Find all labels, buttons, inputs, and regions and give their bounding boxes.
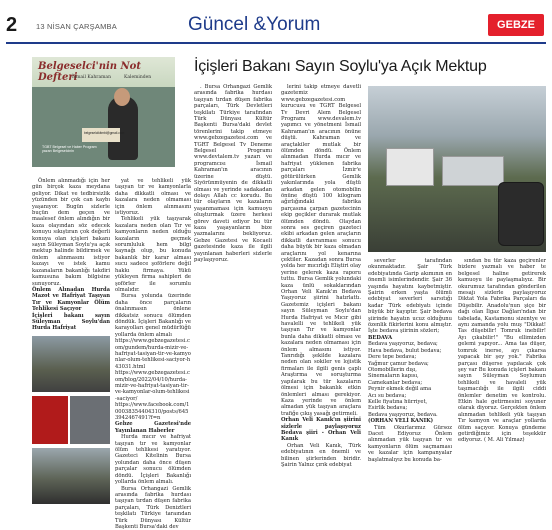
article-column-2 [115,178,191,506]
poem-line: Esirlik bedava; [368,405,452,411]
paragraph: Orhan Veli Kanık, Türk edebiyatının en önemli ve bilinen şiirlerinden biridir. Şairin Yalnız çırık edebiyat [281,443,361,469]
paragraph: Bursa yolunda üzerinde daha önce parçaların önalınmasın önlene dikkatsiz sonucu ölümden döndük. İçişleri Bakanlığı ve karayolları genel müdürlüğü yollarda önlem almalı [115,293,191,338]
paragraph: Önlem alınmadığı için her gün birçok kaza meydana geliyor. Dikat ve tedbirsizlik yüzünden bir çok can kaybı yaşanıyor. Bugün sizlerle buçün dem geçen ve maalesef önlem alındığın bir kaza olayından söz edecek konuyu sıkıştıran çok değerli konuya olan içişleri bakanı sayın Süleyman Soylu'ya açık mektup halinde bildirmek ve önlem alınmasını istiyor kazayı ve istek kamu kazanaların bakanlığı takdiri kamusuna bakım bilgisine sunuyoruz. [32,178,110,287]
link-text[interactable]: https://www.gebzegazetesi.com/gundem/hurda-mizir-ve-hafriyat-tasiyan-tir-ve-kamyonlar-olum-tehlikesi-saciyor-h43031.html [115,338,191,370]
truck-photo [32,448,110,504]
business-card [82,128,120,142]
paragraph: sından bu tür kaza geçirenler bizlere yazmalı ve haber te belgesel haline getirerek kamuoyu ile paylaşmalıyız. Bir okurumuz tarafından gönderilen mesajı sizlerle paylaşıyoruz Diktat Yola Fabrika Parçaları da Düşebilir. Anadolu'nun şiçe bir dağı olan İlgaz Dağları'ndan bir tabelada, Kastamonu sizentye ve aynı zamanda yolu muş "Dikkat! Tas düşebilir! Tomruk inebilir! Ayı çıkabilir!" "Bu ellimizden gelemi yapıyor... Ama tas düşer, tomruk inerse, ayı çıkarsa yapacak bir şey yok." Fabrika parçası düşerse yapılacak çok şey var Bu konuda içişleri bakanı sayın Süleyman Soylumun tehlikeli ve havaleli yük taşımacılığı ile ilgili ciddi önlemler denetim ve kontrolu. Etkin hale getirmesini soyuner olarak diyoruz. Gerçekten önlem alınmadan tehlikeli yük taşıyan Tır kamyon ve araçlar yollarda ölüm saçıyor. Konuya gündeme getirdiğimiz için teşekkür ediyoruz. ( M. Ali Yılmaz) [458,258,546,444]
poem-line: Peynir ekmek değil ama [368,386,452,392]
page-date: 13 NİSAN ÇARŞAMBA [36,22,117,31]
article-column-3 [194,84,272,504]
poem-title: BEDAVA [368,335,452,341]
paragraph: . Bursa Orhangazi Gemlik arasında fabrika hurdası taşıyan tırdan düşen fabrika parçaları, Türk Devletleri teşkilatı Türkiye tarafından Türk Dünyası Kültür Başkenti Bursa'daki devlet törenlerini takip etmeye www.gebzegazetesi.com ve TGRT Belgesel Tv Deneme Belgesel Programı www.devtalem.tv yazarı ve programcısı İsmail Kahraman'ın aracının üzerine düştü. Siyörünmüyenin de dikkatli olması ve yerinde sadakadan dolayı Allah cc korudu. Bu tür olayların ve kazaların yaşanmaması için kamuoyu oluşturmak üzere herkesi görev daveti ediyor bu tür kaza yaşayanların bize yazmalarını bekliyoruz. Gebze Gazetesi ve Kocaeli gazetesinde kaza ile ilgili yayınlanan haberleri sizlerle paylaşıyoruz. [194,84,272,263]
paragraph: severler tarafından okunmaktadır. Şair Türk edebiyatında Garip akımının en önemli isimlerindendir. Şair 36 yaşında hayatını kaybetmiştir. Şairin erken yaşta ölümü edebiyat severleri sarsıtığı kadar Türk edebiyatı içinde büyük bir kayıptır. Şair bedava şiirinde hayatın ucuz olduğunu özenlik fikirlerini konu almıştır. İşte bedava şiirinin sözleri; [368,258,452,335]
poem-line: Bedava yaşıyoruz, bedava; [368,341,452,347]
paragraph: Bursa Orhangazi Gemlik arasında fabrika hurdası taşıyan tırdan düşen fabrika parçaları, Türk Deniztleri teşkilatı Türkiye taraından Türk Dünyası Kültür Başkenti Bursa'daki dev [115,486,191,530]
paragraph: Tüm Okurlarımız Gürsoz Dacet Ediyoruz Önlem alınmadan yük taşıyan tır ve kamyonların ölüm saçmaması ve kazalar için kampanyalar başlatmalıyız bu konuda ba- [368,425,452,463]
paragraph: Hurda mıcır ve hafriyat taşıyan tır ve kamyonlar ölüm tehlikesi yaratıyor. Gazeteci Kitelinin Bursa yolundan daha önce düşen parçalar sonucu ölümden döndü. İçişleri Bakanlığı yollarda önlem almalı. [115,434,191,485]
paragraph: İçişleri bakanı sayın Süleyman Soylu'dan Hurda Hafriyat [32,313,110,332]
gebze-logo [488,14,544,36]
highway-photo [32,336,110,392]
banner-word: Kaleminden [124,75,151,80]
flag-photo [32,396,68,444]
link-text[interactable]: https://www.facebook.com/100038354404310/posts/6453942467491?f=n [115,402,191,421]
banner-title: Belgeselci'nin Not Defteri [38,61,175,83]
article-column-4 [281,84,361,504]
paragraph: yat ve tehlikeli yük taşıyan tır ve kamyonlarla daha dikkatli olması ve kazalara neden olmaması için önlem alınmasını istiyoruz. [115,178,191,216]
header-rule [6,42,546,44]
banner-author: İsmail Kahraman [72,75,111,80]
subheading: Önlem Alınadan Hurda Mazot ve Hafriyat Taşıyan Tır ve Kamyonlar Ölüm Tehlikesi Saçıyor [32,287,110,313]
poem-line: Kelle fiyatına hürriyet, [368,399,452,405]
poem-line: Hava bedava, bulut bedava; [368,348,452,354]
section-title: Güncel &Yorum [188,14,320,36]
car-door-shape [498,182,544,246]
poem-author: (ORHAN VELİ KANIK) [368,418,452,424]
photo-caption: TGBT Belgesel ve Haber Program yazarı Belgeselcinin [42,145,102,154]
page-number: 2 [6,14,17,37]
poem-line: Yağmur çamur bedava; [368,361,452,367]
accident-photo [368,86,546,252]
paragraph: Tehlikeli yük taşıyarak kazalara neden olan Tır ve kamyonların neden olduğu kazaların geçmek sorumluluk hem bilgi kaynağı olup, bu konuda bakanlık bir karar alması sucu sadece şoförlere değil hakkı firmaya. Yükü yükleyen firma sahipleri de şoförler ile sorumlu olmalıdır. [115,216,191,293]
article-column-6 [458,258,546,506]
article-column-1 [32,178,110,328]
poem-line: Acı su bedava; [368,393,452,399]
portrait-photo [70,396,110,444]
article-column-5 [368,258,452,506]
truck-shape [386,148,434,186]
poem-line: Dere tepe bedava; [368,354,452,360]
subheading: Gebze Gazetesi'nde Yayınlanan Haberler [115,421,191,434]
logo-text: GEBZE [488,14,544,36]
column-banner [32,57,175,87]
poem-line: Otomobillerin dışı, [368,367,452,373]
paragraph: lerini takip etmeye davetli gazetemiz www.gebzegazetesi.com kurucusu ve TGRT Belgesel Tv Devri Alem Belgesel Programı www.devalem.tv yapımcı ve yönetmeni İsmail Kahraman'ın aracının önüne düştü. Kahraman ve araçtakiler mutlak bir ölümden döndü. Önlem alınmadan Hurda mıcır ve hafriyat yüklenen fabrika parçaları İzmir'e götürülürken Gemlik yakınlarında yola düştü arkadan gelen otomobilin önüne düştü 100 kilogram ağırlığındaki fabrika parçasına çarpan gazetecinin ekip geçikler durarak mutlak ölümden döndü. Olaydan sonra ses geçiren gazeteci ekibi arkadan gelen araçların dikkatli davranması sonucu daha büyük bir kaza olmadan araçlarını yol kenarına çektiler. Kazadan sonra Bursa yolda her mıcırlığı Eliştiri olay yerine gelerek kaza raporu tuttu. Bursa Gemlik yolundaki kaza ünlü sokaklarından Orhan Veli Kanık'ın Bedava Yaşıyoruz şiirini hatırlattı. Gazetemiz içişleri bakanı sayın Süleyman Soylu'dan Hurda Hafriyat ve Mıcır gibi havalelli ve tehlikeli yük taşıyan Tır ve kamyonlar bunla daha dikkatli olması ve kazalara neden olmaması için önlem almasını istiyor. Tanrıdığı şekilde kazalara neden olan sokiler ve lojistik firmaları ile ilgili genis çaplı Araştırma ve soruşturma yapılarak bu tür kazaların ölmesi için bakanlık etkin önlemleri alması gerekiyor. Kaza yerinde ve önlem almadan yük taşıyan araçlara trafiğe çıkış yasağı getirmeli. [281,84,361,417]
article-headline: İçişleri Bakanı Sayın Soylu'ya Açık Mektup [194,58,487,76]
columnist-face [114,88,130,106]
poem-line: Bedava yaşıyoruz, bedava. [368,412,452,418]
poem-line: Camekanlar bedava; [368,380,452,386]
subheading: Orhan Veli Kanık'ın şiirini sizlerle paylaşıyoruz Bedava şiiri - Orhan Veli Kanık [281,417,361,443]
card-text: belgeselcikitmbl@gmail.com [84,131,124,135]
poem-line: Sinemaların kapısı, [368,373,452,379]
vehicle-shape [442,156,504,186]
link-text[interactable]: https://www.gebzegazetesi.com/blog/2022/04/10/hurda-mizir-ve-hafriyat-tasiyan-tir-ve-kamyonlar-olum-tehlikesi-saciyor/ [115,370,191,402]
